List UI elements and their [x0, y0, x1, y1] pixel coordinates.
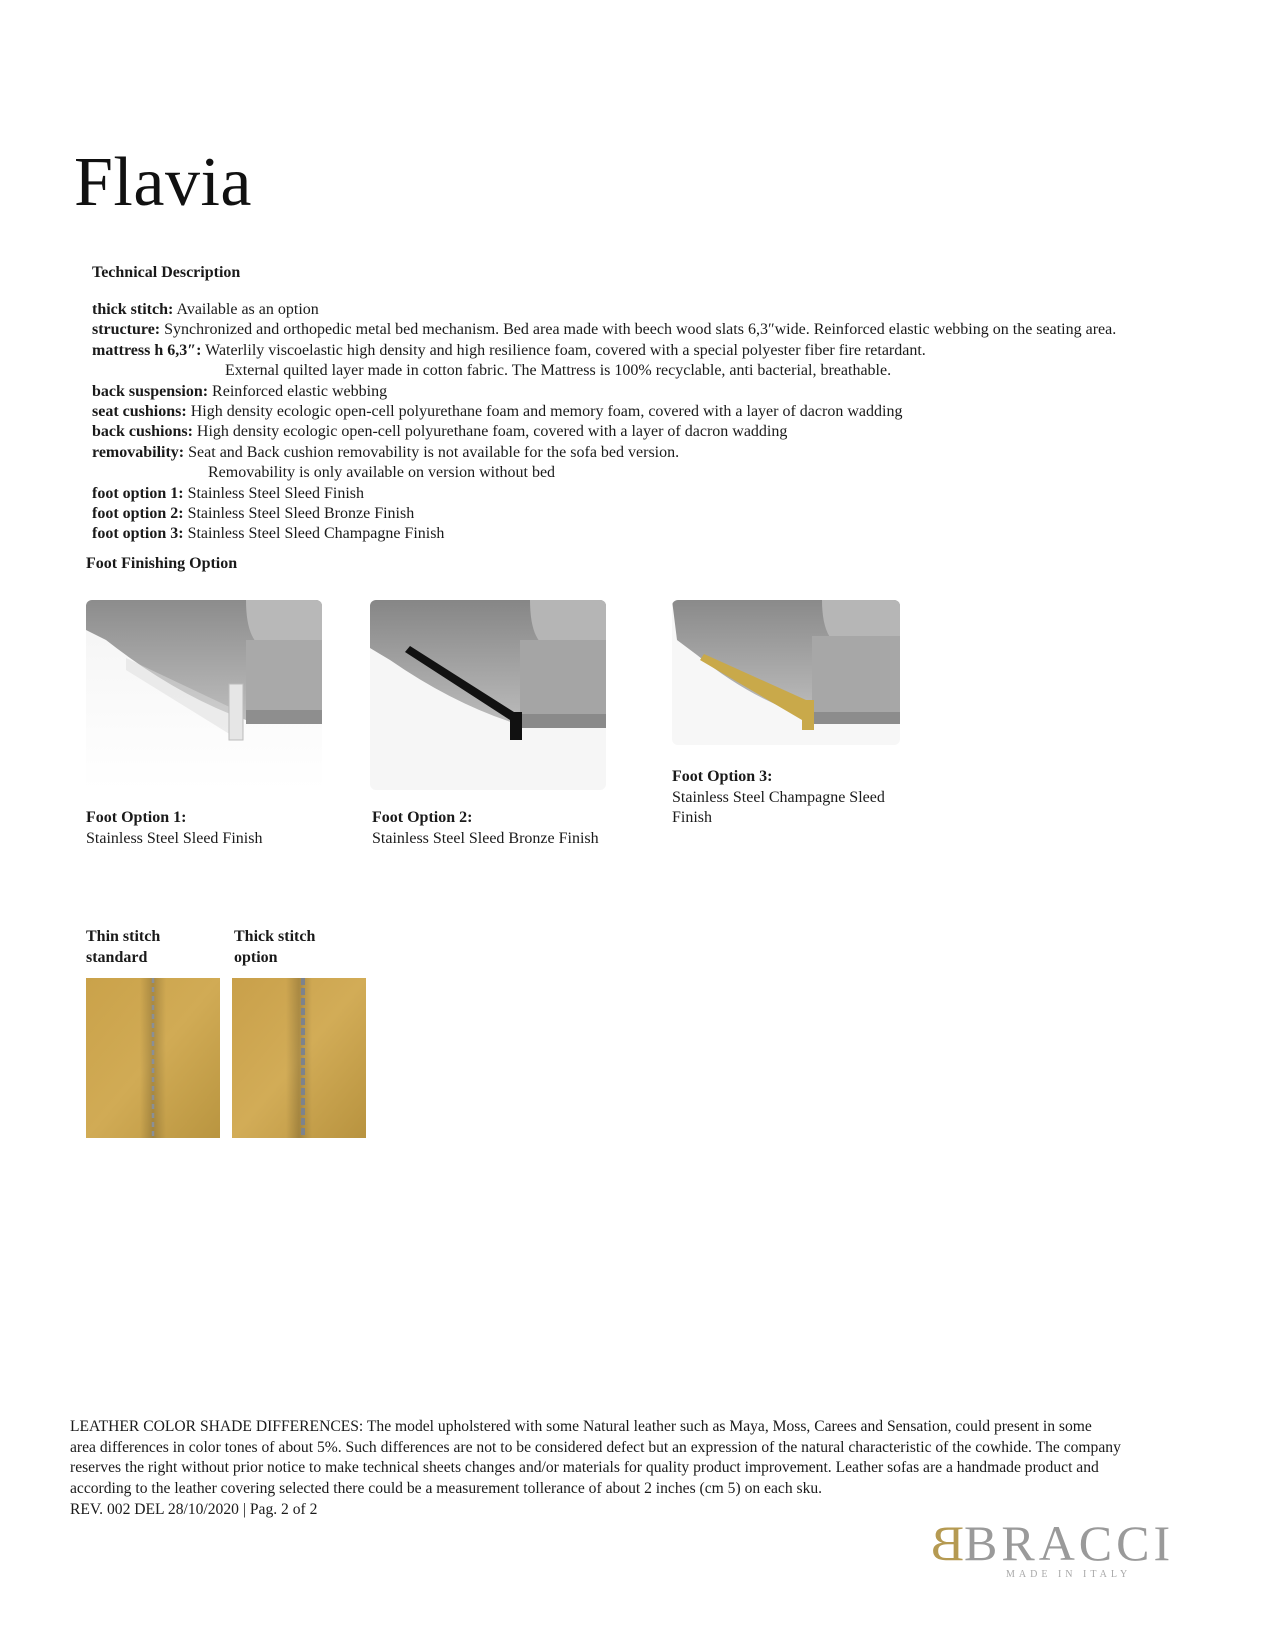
spec-label: seat cushions:	[92, 403, 187, 421]
spec-text: Removability is only available on version without bed	[208, 464, 556, 482]
foot-option-3-desc-line2: Finish	[672, 809, 713, 826]
foot-option-2-caption	[372, 808, 632, 849]
spec-text: Stainless Steel Sleed Bronze Finish	[183, 505, 415, 523]
spec-label: foot option 3:	[92, 525, 184, 543]
foot-option-3-photo	[672, 600, 900, 745]
spec-text: Synchronized and orthopedic metal bed mechanism. Bed area made with beech wood slats 6,3″wide. Reinforced elastic webbing on the seating area.	[160, 321, 1117, 339]
page-title: Flavia	[74, 144, 252, 221]
spec-text: External quilted layer made in cotton fabric. The Mattress is 100% recyclable, anti bacterial, breathable.	[225, 362, 892, 380]
thin-stitch-label-line2: standard	[86, 949, 148, 966]
revision-page-info: REV. 002 DEL 28/10/2020 | Pag. 2 of 2	[70, 1501, 318, 1518]
foot-option-1-photo	[86, 600, 322, 790]
disclaimer-line: according to the leather covering selected there could be a measurement tollerance of about 2 inches (cm 5) on each sku.	[70, 1479, 823, 1497]
logo-word: BRACCI	[964, 1520, 1175, 1571]
foot-option-2-title: Foot Option 2:	[372, 809, 473, 826]
spec-label: structure:	[92, 321, 161, 339]
foot-option-1-caption	[86, 808, 326, 849]
spec-seat-cushions	[92, 402, 1242, 422]
spec-label: removability:	[92, 443, 185, 461]
spec-removability	[92, 443, 1242, 463]
spec-text: Available as an option	[173, 301, 319, 318]
spec-text: Stainless Steel Sleed Champagne Finish	[183, 525, 445, 543]
spec-label: mattress h 6,3″:	[92, 341, 202, 359]
spec-label: back suspension:	[92, 382, 209, 400]
spec-label: foot option 1:	[92, 484, 184, 502]
spec-foot-option-1	[92, 484, 1242, 504]
foot-option-2-photo	[370, 600, 606, 790]
spec-list	[92, 300, 1242, 545]
spec-structure	[92, 320, 1242, 340]
foot-option-1-foot	[229, 684, 243, 740]
thick-stitch-label-line2: option	[234, 949, 278, 966]
spec-text: Stainless Steel Sleed Finish	[183, 484, 365, 502]
spec-text: High density ecologic open-cell polyurethane foam and memory foam, covered with a layer of dacron wadding	[186, 403, 903, 421]
technical-description-heading: Technical Description	[92, 264, 241, 281]
leather-disclaimer	[70, 1417, 1220, 1499]
foot-option-3-desc-line1: Stainless Steel Champagne Sleed	[672, 788, 885, 806]
thin-stitch-label	[86, 926, 206, 968]
foot-option-1-title: Foot Option 1:	[86, 809, 187, 826]
disclaimer-line: area differences in color tones of about 5%. Such differences are not to be considered defect but an expression of the natural characteristic of the cowhide. The company	[70, 1438, 1121, 1456]
thin-stitch-swatch	[86, 978, 220, 1138]
spec-label: back cushions:	[92, 423, 193, 441]
foot-finishing-heading: Foot Finishing Option	[86, 555, 238, 572]
spec-text: Waterlily viscoelastic high density and high resilience foam, covered with a special polyester fiber fire retardant.	[201, 341, 926, 359]
disclaimer-line: LEATHER COLOR SHADE DIFFERENCES: The model upholstered with some Natural leather such as Maya, Moss, Carees and Sensation, could present in some	[70, 1418, 1092, 1435]
thick-stitch-swatch	[232, 978, 366, 1138]
spec-text: Seat and Back cushion removability is not available for the sofa bed version.	[184, 443, 680, 461]
foot-option-1-desc: Stainless Steel Sleed Finish	[86, 829, 263, 847]
disclaimer-line: reserves the right without prior notice to make technical sheets changes and/or materials for quality product improvement. Leather sofas are a handmade product and	[70, 1459, 1099, 1476]
spec-mattress	[92, 341, 1242, 361]
thick-stitch-label	[234, 926, 354, 968]
spec-label: thick stitch:	[92, 301, 174, 318]
bracci-logo	[928, 1520, 1200, 1580]
spec-mattress-continued	[92, 361, 1242, 381]
foot-option-2-desc: Stainless Steel Sleed Bronze Finish	[372, 829, 599, 847]
spec-label: foot option 2:	[92, 505, 184, 523]
spec-foot-option-2	[92, 504, 1242, 524]
spec-text: Reinforced elastic webbing	[208, 382, 388, 400]
foot-option-3-caption	[672, 767, 922, 829]
thin-stitch-label-line1: Thin stitch	[86, 928, 161, 945]
logo-tagline: MADE IN ITALY	[1006, 1569, 1132, 1580]
thick-stitch-label-line1: Thick stitch	[234, 928, 316, 945]
svg-text:B: B	[930, 1520, 964, 1571]
spec-back-cushions	[92, 422, 1242, 442]
spec-foot-option-3	[92, 524, 1242, 544]
spec-text: High density ecologic open-cell polyurethane foam, covered with a layer of dacron wadding	[192, 423, 788, 441]
spec-removability-continued	[92, 463, 1242, 483]
spec-thick-stitch	[92, 300, 1242, 320]
foot-option-3-title: Foot Option 3:	[672, 768, 773, 785]
spec-back-suspension	[92, 382, 1242, 402]
